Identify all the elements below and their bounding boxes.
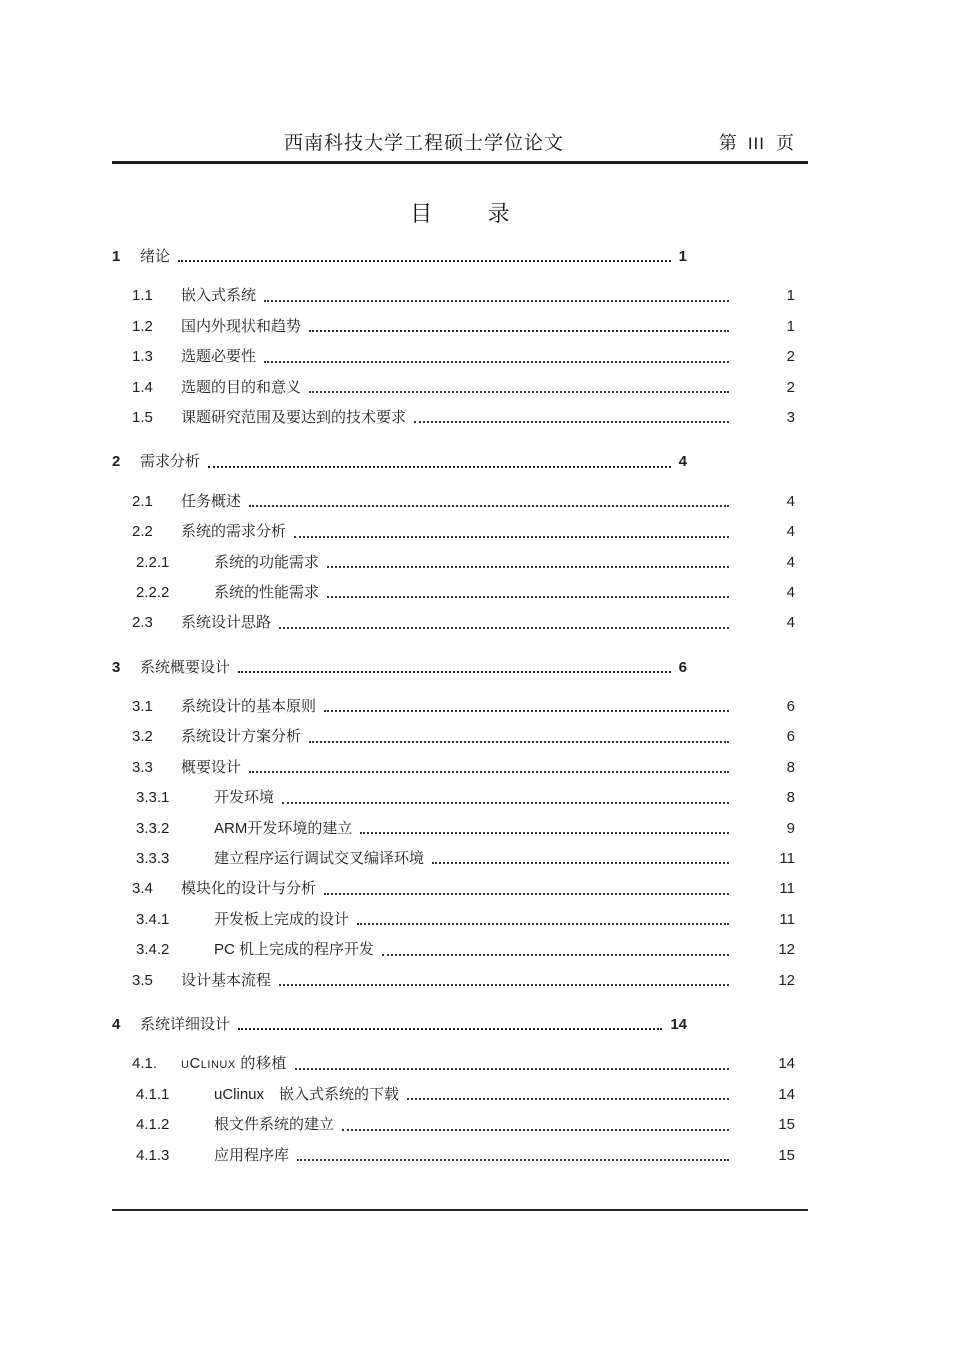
toc-page-number: 11 (779, 850, 795, 868)
dot-leader (357, 923, 729, 925)
toc-entry-title: 系统设计的基本原则 (181, 698, 317, 716)
toc-page-number: 4 (786, 614, 795, 632)
toc-row (112, 783, 795, 813)
toc-row (112, 447, 687, 477)
toc-row (112, 1110, 795, 1140)
toc-entry-title: uClinux 的移植 (181, 1055, 287, 1073)
toc-entry-number: 1.3 (132, 348, 153, 366)
toc-entry-number: 2.2.1 (136, 553, 170, 571)
toc-row (112, 844, 795, 874)
dot-leader (432, 862, 729, 864)
toc-row (112, 814, 795, 844)
toc-row (112, 548, 795, 578)
toc-entry-title: 系统设计思路 (181, 614, 272, 632)
toc-row (112, 653, 687, 683)
dot-leader (327, 596, 729, 598)
dot-leader (382, 954, 729, 956)
dot-leader (309, 330, 729, 332)
toc-entry-title: 开发环境 (214, 789, 275, 807)
toc-entry-title: 绪论 (140, 248, 171, 265)
toc-entry-title: 课题研究范围及要达到的技术要求 (181, 408, 407, 426)
dot-leader (208, 466, 671, 468)
toc-entry-title: uClinux 嵌入式系统的下载 (214, 1085, 400, 1103)
toc-row (112, 1049, 795, 1079)
dot-leader (342, 1129, 729, 1131)
dot-leader (295, 1068, 729, 1070)
dot-leader (238, 1028, 662, 1030)
toc-row (112, 281, 795, 311)
toc-entry-number: 1.4 (132, 378, 153, 396)
toc-entry-title: 任务概述 (181, 492, 242, 510)
toc-entry-number: 4.1.3 (136, 1146, 170, 1164)
toc-page-number: 4 (786, 523, 795, 541)
dot-leader (264, 361, 729, 363)
dot-leader (414, 421, 729, 423)
toc-page-number: 1 (786, 287, 795, 305)
toc-entry-number: 3.4.2 (136, 941, 170, 959)
toc-entry-number: 3.2 (132, 728, 153, 746)
toc-entry-number: 2.2.2 (136, 583, 170, 601)
toc-entry-number: 3.3.3 (136, 850, 170, 868)
toc-entry-number: 1.1 (132, 287, 153, 305)
toc-row (112, 1141, 795, 1171)
toc-entry-number: 4 (112, 1015, 121, 1033)
dot-leader (279, 984, 729, 986)
toc-row (112, 1010, 687, 1040)
dot-leader (407, 1098, 729, 1100)
toc-entry-number: 4.1.1 (136, 1085, 170, 1103)
toc-page-number: 14 (670, 1015, 687, 1033)
toc-page-number: 4 (678, 453, 687, 471)
toc-entry-title: 根文件系统的建立 (214, 1116, 335, 1134)
toc-row (112, 608, 795, 638)
toc-row (112, 312, 795, 342)
toc-page-number: 4 (786, 583, 795, 601)
toc-page-number: 8 (786, 789, 795, 807)
dot-leader (360, 832, 729, 834)
dot-leader (282, 802, 729, 804)
toc-entry-number: 2.3 (132, 614, 153, 632)
toc-row (112, 874, 795, 904)
toc-row (112, 487, 795, 517)
toc-row (112, 753, 795, 783)
toc-entry-title: 选题必要性 (181, 348, 257, 366)
toc-row (112, 905, 795, 935)
toc-row (112, 403, 795, 433)
footer-rule (112, 1209, 808, 1211)
dot-leader (324, 893, 729, 895)
toc-page-number: 14 (778, 1085, 795, 1103)
toc-entry-title: 设计基本流程 (181, 971, 272, 989)
toc-page-number: 3 (786, 408, 795, 426)
toc-entry-title: 嵌入式系统 (181, 287, 257, 305)
page-label-suffix: 页 (776, 133, 794, 153)
toc-page-number: 4 (786, 553, 795, 571)
toc-row (112, 966, 795, 996)
toc-row (112, 1080, 795, 1110)
dot-leader (178, 260, 671, 262)
dot-leader (249, 505, 729, 507)
toc-entry-number: 3.5 (132, 971, 153, 989)
toc-entry-number: 3.3.2 (136, 819, 170, 837)
toc-entry-title: 系统设计方案分析 (181, 728, 302, 746)
toc-entry-number: 2.1 (132, 492, 153, 510)
dot-leader (327, 566, 729, 568)
toc-row (112, 517, 795, 547)
toc-entry-title: 国内外现状和趋势 (181, 317, 302, 335)
toc-row (112, 935, 795, 965)
toc-entry-title: 系统的功能需求 (214, 553, 320, 571)
toc-entry-number: 3.4.1 (136, 910, 170, 928)
toc-entry-title: 系统概要设计 (140, 658, 231, 676)
page-label-prefix: 第 (718, 133, 737, 153)
thesis-header-title: 西南科技大学工程硕士学位论文 (284, 133, 565, 154)
dot-leader (249, 771, 729, 773)
toc-page-number: 11 (779, 880, 795, 898)
toc-entry-title: ARM开发环境的建立 (214, 819, 353, 837)
toc-page-number: 15 (778, 1146, 795, 1164)
header-page-label (719, 130, 794, 157)
toc-entry-number: 4.1.2 (136, 1116, 170, 1134)
toc-page-number: 6 (786, 698, 795, 716)
toc-entry-number: 1.2 (132, 317, 153, 335)
header-page-number: III (747, 134, 765, 153)
toc-entry-title: 系统的性能需求 (214, 583, 320, 601)
dot-leader (238, 671, 671, 673)
toc-row (112, 578, 795, 608)
toc-page-number: 6 (786, 728, 795, 746)
toc-page-number: 1 (678, 248, 687, 265)
dot-leader (279, 627, 729, 629)
page-header (112, 0, 808, 164)
toc-entry-title: 模块化的设计与分析 (181, 880, 317, 898)
toc-row (112, 342, 795, 372)
dot-leader (264, 300, 729, 302)
toc-page-number: 11 (779, 910, 795, 928)
toc-entry-title: 建立程序运行调试交叉编译环境 (214, 850, 425, 868)
toc-entry-number: 3.3 (132, 758, 153, 776)
toc-entry-title: 需求分析 (140, 453, 201, 471)
toc-page-number: 1 (786, 317, 795, 335)
dot-leader (294, 536, 729, 538)
dot-leader (309, 391, 729, 393)
toc-entry-number: 1.5 (132, 408, 153, 426)
toc-entry-title: 开发板上完成的设计 (214, 910, 350, 928)
toc-entry-number: 2.2 (132, 523, 153, 541)
toc-entry-number: 1 (112, 248, 121, 265)
toc-page-number: 8 (786, 758, 795, 776)
toc-row (112, 242, 687, 272)
toc-entry-title: 应用程序库 (214, 1146, 290, 1164)
toc-page-number: 6 (678, 658, 687, 676)
toc-page-number: 14 (778, 1055, 795, 1073)
toc-entry-number: 3.1 (132, 698, 153, 716)
toc-entry-number: 4.1. (132, 1055, 158, 1073)
page-content (112, 0, 808, 1211)
toc-entry-title: 系统详细设计 (140, 1015, 231, 1033)
toc-row (112, 692, 795, 722)
toc-entry-title: 系统的需求分析 (181, 523, 287, 541)
dot-leader (324, 710, 729, 712)
toc-list (112, 242, 808, 1171)
toc-page-number: 12 (778, 941, 795, 959)
toc-page-number: 2 (786, 348, 795, 366)
toc-entry-title: 选题的目的和意义 (181, 378, 302, 396)
toc-entry-number: 2 (112, 453, 121, 471)
toc-page-number: 4 (786, 492, 795, 510)
toc-page-number: 12 (778, 971, 795, 989)
toc-page-number: 15 (778, 1116, 795, 1134)
toc-page-number: 2 (786, 378, 795, 396)
toc-entry-title: 概要设计 (181, 758, 242, 776)
toc-page-number: 9 (786, 819, 795, 837)
dot-leader (297, 1159, 729, 1161)
toc-row (112, 373, 795, 403)
toc-entry-number: 3.3.1 (136, 789, 170, 807)
dot-leader (309, 741, 729, 743)
toc-row (112, 722, 795, 752)
toc-title: 目 录 (410, 201, 510, 226)
toc-entry-number: 3.4 (132, 880, 153, 898)
toc-entry-title: PC 机上完成的程序开发 (214, 941, 375, 959)
toc-entry-number: 3 (112, 658, 121, 676)
